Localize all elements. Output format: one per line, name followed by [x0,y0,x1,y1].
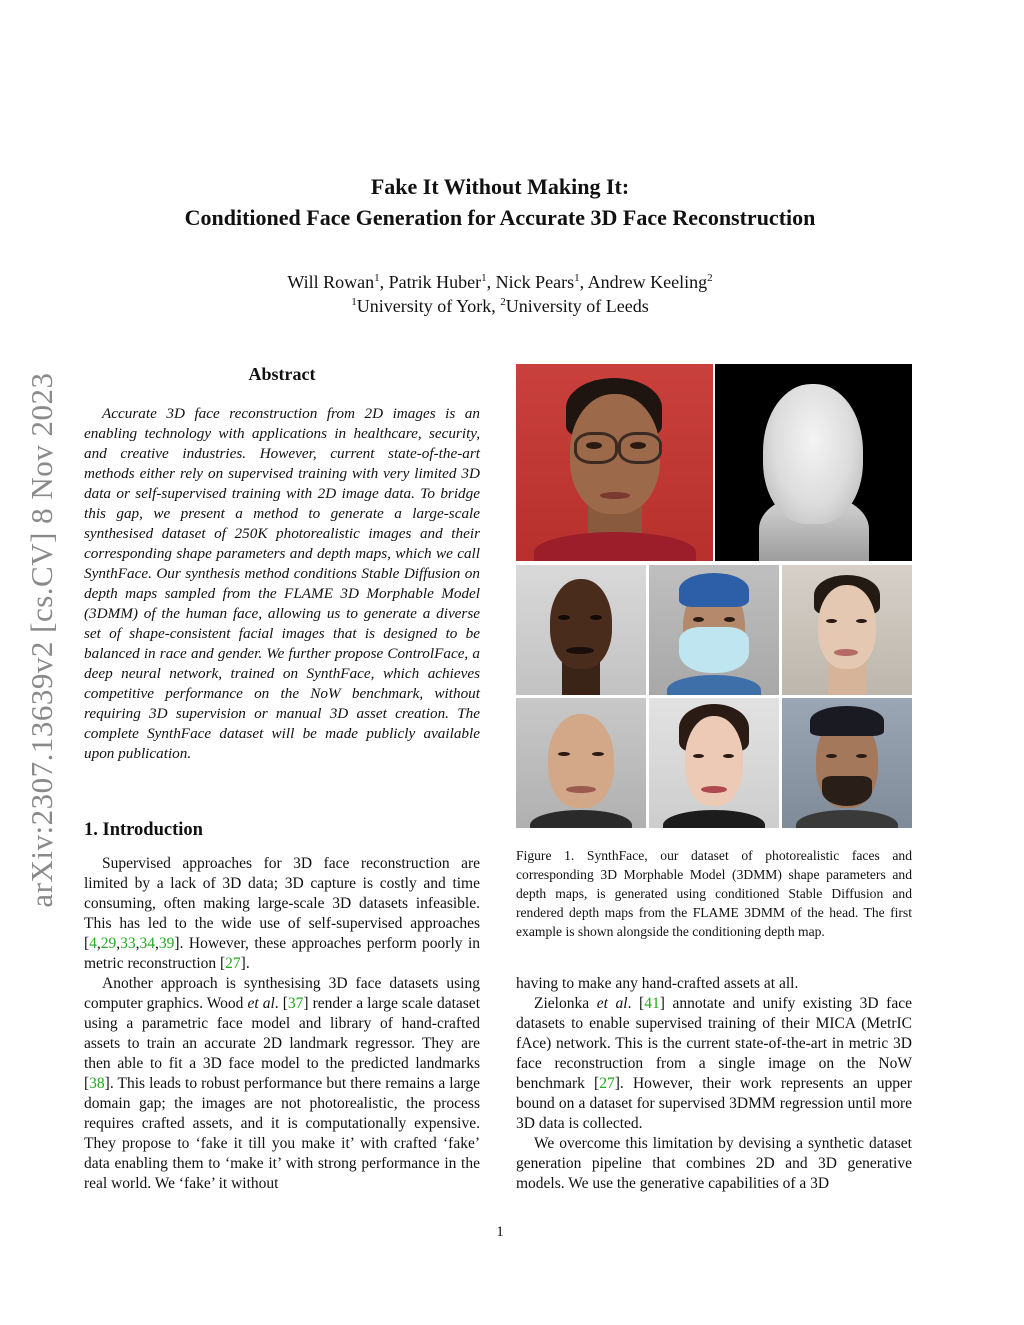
sample-face-photo [516,565,646,695]
citation-link[interactable]: 38 [89,1075,105,1092]
citation-link[interactable]: 41 [644,995,660,1012]
intro-paragraph-2: Another approach is synthesising 3D face datasets using computer graphics. Wood et al. [37] render a large scale dataset using a parametric face model and library of hand-crafted assets to train an accurate 2D landmark regressor. They are then able to fit a 3D face model to the predicted landmarks [38]. This leads to robust performance but there remains a large domain gap; the images are not photorealistic, the process requires crafted assets, and it is computationally expensive. They propose to ‘fake it till you make it’ with crafted ‘fake’ data enabling them to ‘make it’ with strong performance in the real world. We ‘fake’ it without [84,975,480,1192]
page-number: 1 [496,1224,504,1240]
sample-face-photo [782,698,912,828]
affiliation: University of Leeds [505,296,649,316]
figure-1-caption: Figure 1. SynthFace, our dataset of photorealistic faces and corresponding 3D Morphable Model (3DMM) shape parameters and depth maps, is generated using conditioned Stable Diffusion and rendered depth maps from the FLAME 3DMM of the head. The first example is shown alongside the conditioning depth map. [516,848,912,939]
depth-map-image [715,364,912,561]
author-name: Andrew Keeling [587,272,708,292]
citation-link[interactable]: 4 [89,935,97,952]
intro-paragraph-3: Zielonka et al. [41] annotate and unify existing 3D face datasets to enable supervised training of their MICA (MetrIC fAce) network. This is the current state-of-the-art in metric 3D face reconstruction from a single image on the NoW benchmark [27]. However, their work represents an upper bound on a dataset for supervised 3DMM regression until more 3D data is collected. [516,995,912,1132]
author-affil-mark: 2 [707,272,713,284]
affil-mark: 2 [500,296,506,308]
sample-face-photo [782,565,912,695]
sample-face-photo [649,565,779,695]
citation-link[interactable]: 37 [287,995,304,1012]
right-column-body [516,974,912,1194]
citation-link[interactable]: 33 [120,935,136,952]
author-affil-mark: 1 [374,272,380,284]
author-affil-mark: 1 [481,272,487,284]
sample-face-photo [516,698,646,828]
citation-link[interactable]: 29 [100,935,117,952]
author-name: Will Rowan [287,272,375,292]
abstract-body: Accurate 3D face reconstruction from 2D images is an enabling technology with applications in healthcare, security, and creative industries. However, current state-of-the-art methods either rely on supervised training with very limited 3D data or self-supervised training with 2D image data. To bridge this gap, we present a method to generate a large-scale synthesised dataset of 250K photorealistic images and their corresponding shape parameters and depth maps, which we call SynthFace. Our synthesis method conditions Stable Diffusion on depth maps sampled from the FLAME 3D Morphable Model (3DMM) of the human face, allowing us to generate a diverse set of shape-consistent facial images that is designed to be balanced in race and gender. We further propose ControlFace, a deep neural network, trained on SynthFace, which achieves competitive performance on the NoW benchmark, without requiring 3D supervision or manual 3D asset creation. The complete SynthFace dataset will be made publicly available upon publication. [84,405,480,762]
sample-face-photo [516,364,713,561]
author-name: Nick Pears [495,272,575,292]
affiliations [0,294,1000,318]
left-column-body [84,854,480,1194]
citation-link[interactable]: 27 [225,955,241,972]
citation-link[interactable]: 34 [139,935,156,952]
affil-mark: 1 [351,296,357,308]
author-affil-mark: 1 [574,272,580,284]
figure-1-image-grid [516,364,912,828]
citation-link[interactable]: 39 [158,935,175,952]
abstract-heading: Abstract [248,364,316,384]
arxiv-stamp: arXiv:2307.13639v2 [cs.CV] 8 Nov 2023 [24,372,59,908]
author-name: Patrik Huber [388,272,482,292]
paper-title-line1: Fake It Without Making It: [370,174,630,199]
section-heading-introduction: 1. Introduction [84,820,203,840]
citation-link[interactable]: 27 [599,1075,615,1092]
intro-paragraph-4: We overcome this limitation by devising a synthetic dataset generation pipeline that combines 2D and 3D generative models. We use the generative capabilities of a 3D [516,1135,912,1192]
author-list: Will Rowan$^1$, Patrik Huber$^1$, Nick Pears$^1$, Andrew Keeling$^2$ [287,272,713,292]
intro-paragraph-2-continued: having to make any hand-crafted assets at all. [516,975,799,992]
intro-paragraph-1: Supervised approaches for 3D face reconstruction are limited by a lack of 3D data; 3D capture is costly and time consuming, often making large-scale 3D datasets infeasible. This has led to the wide use of self-supervised approaches [4,29,33,34,39]. However, these approaches perform poorly in metric reconstruction [27]. [84,855,480,972]
affiliation: University of York, [356,296,501,316]
paper-title-line2: Conditioned Face Generation for Accurate 3D Face Reconstruction [184,205,816,230]
sample-face-photo [649,698,779,828]
